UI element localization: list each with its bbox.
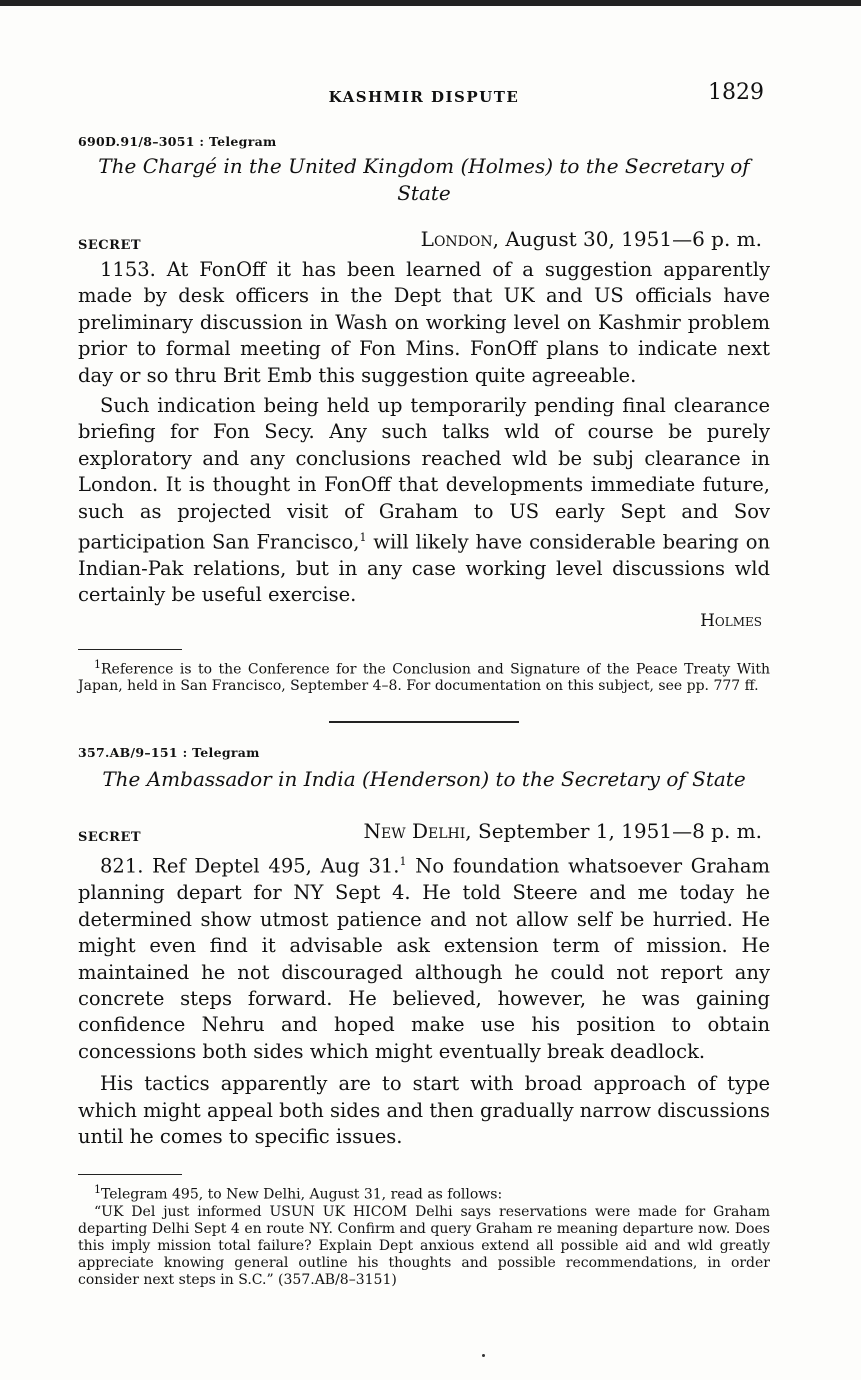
footnote-marker: 1 [94,1183,101,1197]
footnote-rule [78,1174,182,1175]
footnote-rule [78,649,182,650]
document-2-classification: SECRET [78,830,142,846]
document-1-date: , August 30, 1951—6 p. m. [492,227,762,251]
document-1-dateline [78,227,770,253]
document-2-file-number: 357.AB/9–151 : Telegram [78,745,260,761]
footnote-reference: 1 [399,855,407,869]
document-1-place-date [421,227,762,251]
document-1-footnote-text: Reference is to the Conference for the Conclusion and Signature of the Peace Treaty With Japan, held in San Francisco, September 4–8. For documentation on this subject, see pp. 777 ff. [78,661,770,695]
document-2-place: New Delhi [363,819,466,844]
document-1-paragraph-1: 1153. At FonOff it has been learned of a suggestion apparently made by desk officers in the Dept that UK and US officials have preliminary discussion in Wash on working level on Kashmir problem prior to formal meeting of Fon Mins. FonOff plans to indicate next day or so thru Brit Emb this suggestion quite agreeable. [78,258,770,387]
print-speck [482,1354,485,1357]
document-2-paragraph-1 [78,849,770,1065]
document-2-paragraph-2: His tactics apparently are to start with broad approach of type which might appeal both sides and then gradually narrow discussions until he comes to specific issues. [78,1072,771,1148]
page [78,0,770,1289]
running-head [78,80,770,110]
document-2-footnote-intro [78,1181,770,1204]
document-1-place: London [420,227,493,251]
document-2-title: The Ambassador in India (Henderson) to the Secretary of State [102,767,746,792]
section-divider [329,721,519,723]
document-1-paragraph-2 [78,393,770,609]
footnote-reference: 1 [359,531,367,545]
document-2-date: , September 1, 1951—8 p. m. [465,819,762,844]
document-1-paragraph-2-text-a: Such indication being held up temporarily pending final clearance briefing for Fon Secy. Any such talks wld of course be purely exploratory and any conclusions reached wld be subj clearance in London. It is thought in FonOff that developments immediate future, such as projected visit of Graham to US early Sept and Sov participation San Francisco, [78,394,770,554]
document-2 [78,745,770,1289]
footnote-marker: 1 [94,657,101,671]
document-2-paragraph-1-text-a: 821. Ref Deptel 495, Aug 31. [100,854,400,878]
document-1-paragraph-2-text-b: will likely have considerable bearing on Indian-Pak relations, but in any case working level discussions wld certainly be useful exercise. [78,530,770,607]
document-1-file-number: 690D.91/8–3051 : Telegram [78,134,277,149]
document-1-classification: SECRET [78,238,142,253]
running-title: KASHMIR DISPUTE [328,88,520,106]
document-2-paragraph-1-text-b: No foundation whatsoever Graham planning depart for NY Sept 4. He told Steere and me today he determined show utmost patience and not allow self be hurried. He might even find it advisable ask extension term of mission. He maintained he not discouraged although he could not report any concrete steps forward. He believed, however, he was gaining confidence Nehru and hoped make use his position to obtain concessions both sides which might eventually break deadlock. [78,854,770,1063]
document-1 [78,134,770,695]
document-2-dateline [78,819,770,845]
document-1-signature: Holmes [700,610,762,631]
document-1-title: The Chargé in the United Kingdom (Holmes) to the Secretary of State [98,154,750,205]
document-1-footnote [78,656,770,696]
document-2-footnote-quote: “UK Del just informed USUN UK HICOM Delhi says reservations were made for Graham departing Delhi Sept 4 en route NY. Confirm and query Graham re meaning departure now. Does this imply mission total failure? Explain Dept anxious extend all possible aid and wld greatly appreciate knowing general outline his thoughts and possible recommendations, in order consider next steps in S.C.” (357.AB/8–3151) [78,1204,770,1289]
page-number: 1829 [708,80,764,105]
document-2-place-date [364,819,762,843]
document-2-footnote-intro-text: Telegram 495, to New Delhi, August 31, read as follows: [101,1187,503,1204]
